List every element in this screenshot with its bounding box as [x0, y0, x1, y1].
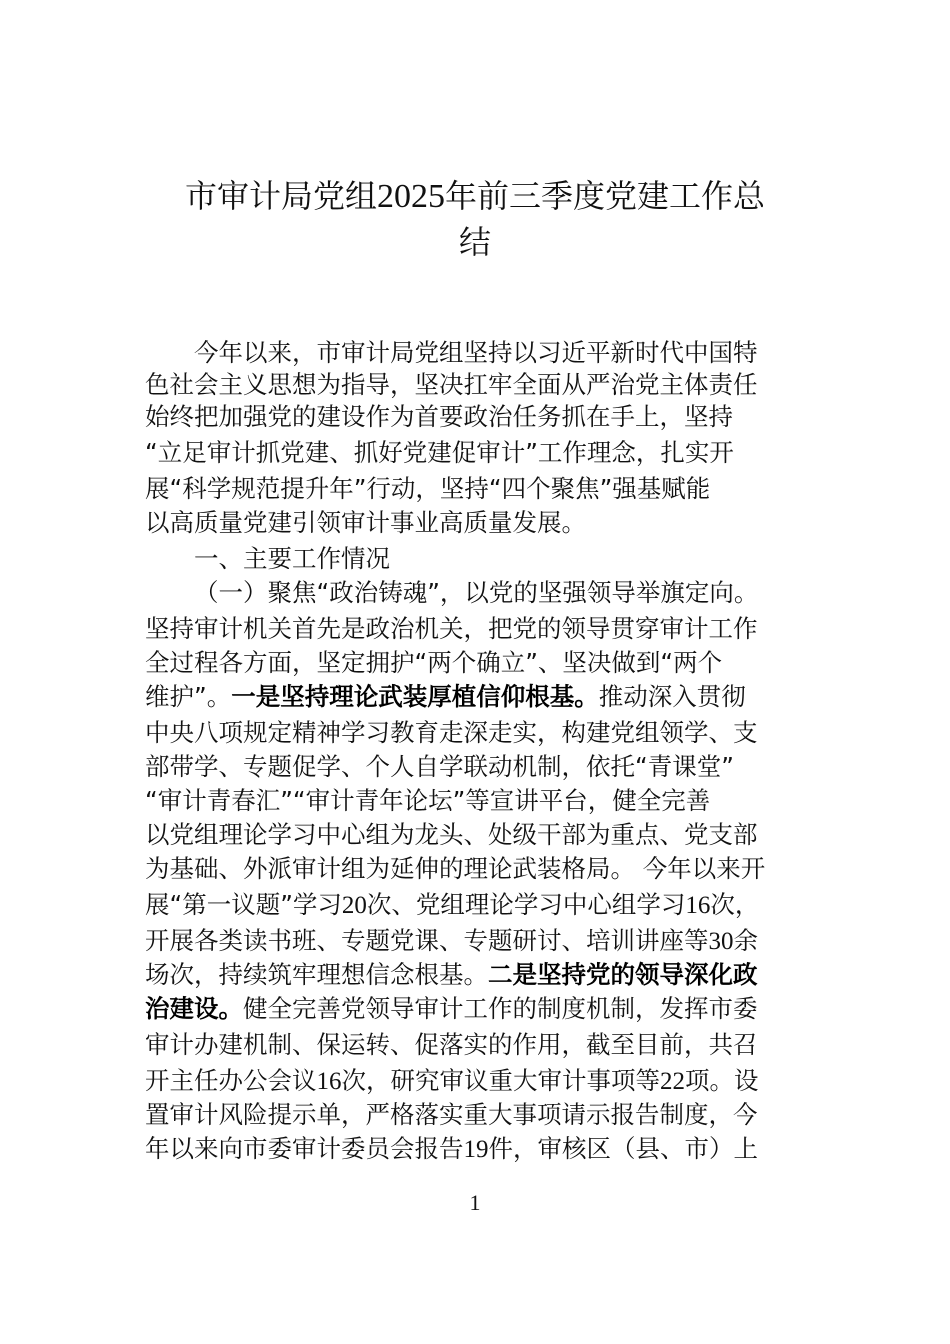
count-value: 16	[316, 1068, 342, 1095]
intro-line: 始终把加强党的建设作为首要政治任务抓在手上，坚持	[145, 402, 733, 431]
para-text: 健全完善党领导审计工作的制度机制，发挥市委	[243, 994, 758, 1023]
para-text: 余	[733, 926, 758, 955]
para-text: 推动深入贯彻	[598, 682, 746, 711]
section-heading: 一、主要工作情况	[194, 544, 390, 573]
para-line: 以党组理论学习中心组为龙头、处级干部为重点、党支部	[145, 820, 758, 849]
para-text: 件，审核区（县、市）上	[488, 1134, 758, 1163]
intro-line: 以高质量党建引领审计事业高质量发展。	[145, 508, 586, 537]
title-year: 2025	[377, 178, 445, 215]
title-text: 年前三季度党建工作总	[445, 177, 766, 215]
para-line: 坚持审计机关首先是政治机关，把党的领导贯穿审计工作	[145, 614, 758, 643]
para-line	[145, 926, 845, 956]
document-title-line-2: 结	[458, 223, 491, 261]
sub-heading: （一）聚焦“政治铸魂”，以党的坚强领导举旗定向。	[194, 578, 759, 607]
count-value: 19	[463, 1136, 489, 1163]
intro-line: 今年以来，市审计局党组坚持以习近平新时代中国特	[194, 338, 758, 367]
para-text: 次，研究审议重大审计事项等	[341, 1066, 660, 1095]
document-title-line-1	[100, 176, 850, 217]
bold-point-2-end: 治建设。	[145, 994, 243, 1023]
intro-line: 展“科学规范提升年”行动，坚持“四个聚焦”强基赋能	[145, 474, 711, 503]
para-text: 次，	[710, 890, 760, 919]
para-line	[145, 890, 845, 920]
para-line: 部带学、专题促学、个人自学联动机制，依托“青课堂”	[145, 752, 734, 781]
para-text: 开主任办公会议	[145, 1066, 317, 1095]
para-text: 年以来向市委审计委员会报告	[145, 1134, 464, 1163]
para-text: 场次，持续筑牢理想信念根基。	[145, 960, 488, 989]
para-line	[145, 994, 845, 1024]
para-line	[145, 960, 845, 990]
title-text: 市审计局党组	[184, 177, 377, 215]
para-line: “审计青春汇”“审计青年论坛”等宣讲平台，健全完善	[145, 786, 711, 815]
para-text: 维护”。	[145, 682, 232, 711]
para-line: 审计办建机制、保运转、促落实的作用，截至目前，共召	[145, 1030, 758, 1059]
para-line	[145, 682, 845, 712]
para-line: 置审计风险提示单，严格落实重大事项请示报告制度，今	[145, 1100, 758, 1129]
para-line: 中央八项规定精神学习教育走深走实，构建党组领学、支	[145, 718, 758, 747]
para-line	[145, 1134, 845, 1164]
para-line: 全过程各方面，坚定拥护“两个确立”、坚决做到“两个	[145, 648, 723, 677]
bold-point-2: 二是坚持党的领导深化政	[488, 960, 758, 989]
count-value: 16	[685, 892, 711, 919]
para-line	[145, 1066, 845, 1096]
para-text: 开展各类读书班、专题党课、专题研讨、培训讲座等	[145, 926, 709, 955]
intro-line: “立足审计抓党建、抓好党建促审计”工作理念，扎实开	[145, 438, 734, 467]
page-number: 1	[469, 1190, 481, 1215]
para-text: 展“第一议题”学习	[145, 890, 342, 919]
intro-line: 色社会主义思想为指导，坚决扛牢全面从严治党主体责任	[145, 370, 758, 399]
bold-point-1: 一是坚持理论武装厚植信仰根基。	[231, 682, 599, 711]
para-text: 次、党组理论学习中心组学习	[366, 890, 686, 919]
count-value: 30	[708, 928, 734, 955]
count-value: 22	[660, 1068, 685, 1095]
count-value: 20	[341, 892, 367, 919]
para-line: 为基础、外派审计组为延伸的理论武装格局。 今年以来开	[145, 854, 766, 883]
para-text: 项。设	[685, 1066, 759, 1095]
